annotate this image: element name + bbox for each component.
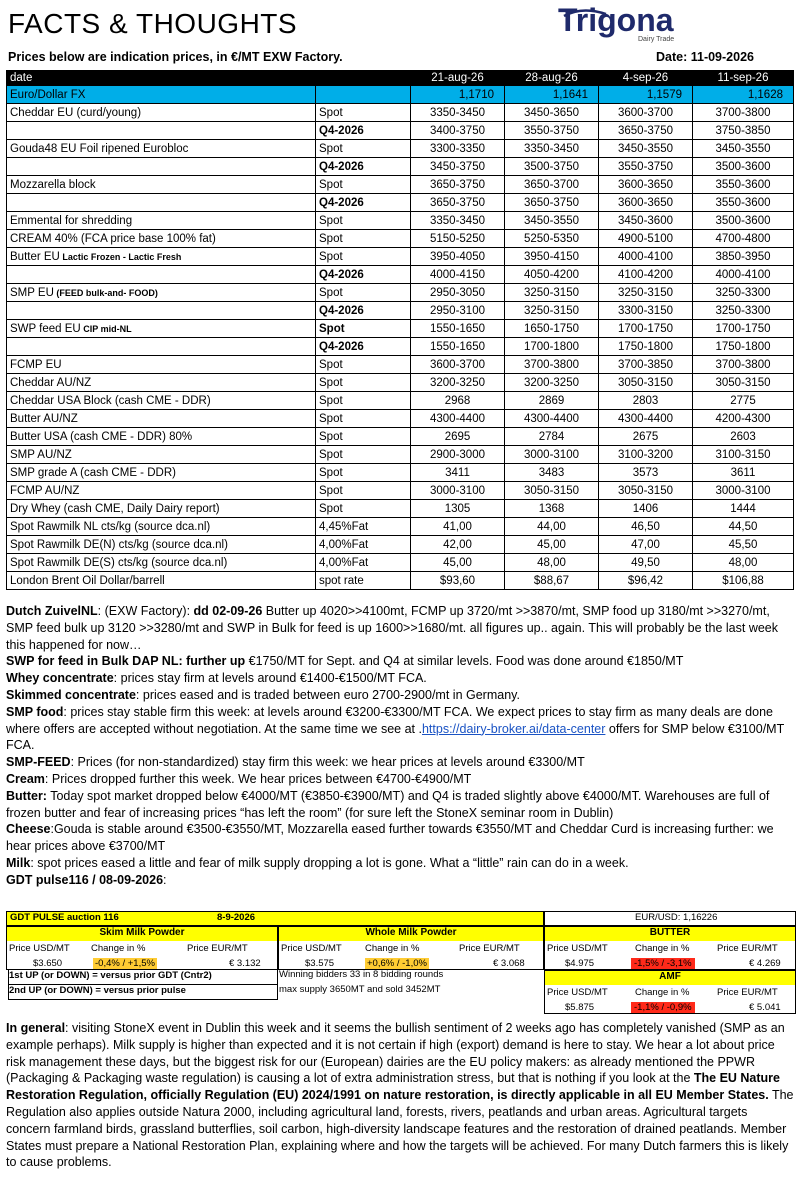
price-cell: 3500-3600 — [693, 158, 794, 176]
price-cell: 1406 — [599, 500, 693, 518]
gdt-col-label: Change in % — [635, 987, 690, 998]
price-cell: 3100-3150 — [693, 446, 794, 464]
para-text: Today spot market dropped below €4000/MT (€3850-€3900/MT) and Q4 is traded slightly above €4000/MT. Warehouses are full of frozen butter and fear of increasing prices “has left the room” (for sure left the StoneX seminar room in Dublin) — [6, 788, 770, 820]
skimmed-paragraph — [6, 687, 794, 704]
gdt-wmp-box — [278, 926, 544, 970]
period-cell: Q4-2026 — [316, 158, 411, 176]
gdt-note-bidders: Winning bidders 33 in 8 bidding rounds — [279, 969, 444, 980]
product-cell: date — [7, 71, 316, 86]
price-cell: 3450-3550 — [505, 212, 599, 230]
price-cell: 3400-3750 — [411, 122, 505, 140]
product-cell: SMP EU (FEED bulk-and- FOOD) — [7, 284, 316, 302]
table-row — [7, 266, 794, 284]
product-cell — [7, 158, 316, 176]
gdt-smp-title: Skim Milk Powder — [7, 927, 277, 941]
product-cell: Butter USA (cash CME - DDR) 80% — [7, 428, 316, 446]
para-text: : visiting StoneX event in Dublin this week and it seems the bullish sentiment of 2 weeks ago has completely vanished (SMP as an example perhaps). Milk supply is higher than expected and it is not certain if high (export) demand is here to stay. We hear a lot about price risk management these days, but the biggest risk for our (European) dairies are the EU policy makers: as already mentioned the PPWR (Packaging & Packaging waste regulation) is causing a lot of extra administration stress, but that is nothing if you look at the — [6, 1021, 785, 1086]
period-cell: 4,00%Fat — [316, 554, 411, 572]
price-cell: 1,1579 — [599, 86, 693, 104]
price-cell: 4900-5100 — [599, 230, 693, 248]
gdt-eurusd-value: EUR/USD: 1,16226 — [635, 912, 718, 923]
gdt-amf-box — [544, 970, 796, 1014]
price-cell: 3000-3100 — [505, 446, 599, 464]
price-cell: 3350-3450 — [411, 104, 505, 122]
para-label: SMP food — [6, 704, 64, 719]
para-text: : (EXW Factory): — [97, 604, 194, 618]
gdt-note-supply: max supply 3650MT and sold 3452MT — [279, 984, 441, 995]
gdt-butter-box — [544, 926, 796, 970]
para-label: Cheese — [6, 822, 51, 837]
price-cell: 1650-1750 — [505, 320, 599, 338]
gdt-col-label: Change in % — [91, 943, 146, 954]
price-cell: 3550-3750 — [505, 122, 599, 140]
para-date: dd 02-09-26 — [193, 604, 263, 618]
price-cell: 1305 — [411, 500, 505, 518]
gdt-col-label: Change in % — [635, 943, 690, 954]
product-cell: Butter EU Lactic Frozen - Lactic Fresh — [7, 248, 316, 266]
price-cell: 3950-4150 — [505, 248, 599, 266]
product-cell: CREAM 40% (FCA price base 100% fat) — [7, 230, 316, 248]
gdt-butter-change: -1,5% / -3,1% — [631, 958, 695, 969]
period-cell: Spot — [316, 464, 411, 482]
para-text: : Prices (for non-standardized) stay firm this week: we hear prices at levels around €3300/MT — [70, 755, 585, 770]
period-cell: Q4-2026 — [316, 266, 411, 284]
product-cell: Mozzarella block — [7, 176, 316, 194]
price-cell: 48,00 — [693, 554, 794, 572]
gdt-smp-box — [6, 926, 278, 970]
para-text: :Gouda is stable around €3500-€3550/MT, Mozzarella eased further towards €3550/MT and Cheddar Curd is increasing further: we hear prices above €3700/MT — [6, 822, 774, 854]
price-cell: 3250-3300 — [693, 284, 794, 302]
gdt-auction-date: 8-9-2026 — [217, 912, 256, 923]
table-row — [7, 284, 794, 302]
gdt-smp-change: -0,4% / +1,5% — [95, 958, 155, 969]
table-row — [7, 410, 794, 428]
product-cell: London Brent Oil Dollar/barrell — [7, 572, 316, 590]
para-text: : prices stay stable firm this week: at levels around €3200-€3300/MT FCA. We expect prices to stay firm as many deals are done where offers are accepted without negotiation. At the same time we see at . — [6, 704, 773, 736]
table-row — [7, 140, 794, 158]
price-cell: 3550-3600 — [693, 176, 794, 194]
price-table — [6, 70, 794, 590]
product-cell: Emmental for shredding — [7, 212, 316, 230]
price-cell: 3483 — [505, 464, 599, 482]
price-cell: 3600-3650 — [599, 176, 693, 194]
product-cell — [7, 338, 316, 356]
price-cell: 49,50 — [599, 554, 693, 572]
product-note: (FEED bulk-and- FOOD) — [53, 287, 158, 298]
trigona-logo — [556, 2, 706, 46]
gdt-col-label: Price EUR/MT — [717, 943, 778, 954]
price-cell: 3250-3300 — [693, 302, 794, 320]
cream-paragraph — [6, 771, 794, 788]
product-cell: SMP AU/NZ — [7, 446, 316, 464]
price-cell: 3550-3750 — [599, 158, 693, 176]
para-emphasis: The EU Nature Restoration Regulation, officially Regulation (EU) 2024/1991 on nature restoration, is directly applicable in all EU Member States. — [6, 1071, 781, 1103]
page-title: FACTS & THOUGHTS — [8, 8, 298, 39]
product-cell: Spot Rawmilk DE(S) cts/kg (source dca.nl) — [7, 554, 316, 572]
period-cell — [316, 86, 411, 104]
price-cell: 3050-3150 — [599, 482, 693, 500]
price-cell: 3050-3150 — [693, 374, 794, 392]
gdt-heading-text: GDT pulse116 / 08-09-2026 — [6, 872, 164, 887]
period-cell: Q4-2026 — [316, 194, 411, 212]
table-row — [7, 158, 794, 176]
price-cell: 3700-3850 — [599, 356, 693, 374]
period-cell: Spot — [316, 140, 411, 158]
price-cell: 4300-4400 — [411, 410, 505, 428]
price-cell: 3600-3650 — [599, 194, 693, 212]
price-cell: 3100-3200 — [599, 446, 693, 464]
gdt-smp-usd: $3.650 — [33, 958, 63, 969]
table-row — [7, 176, 794, 194]
para-label: Dutch ZuivelNL — [6, 604, 98, 618]
period-cell: Spot — [316, 392, 411, 410]
price-cell: 46,50 — [599, 518, 693, 536]
period-cell: 4,45%Fat — [316, 518, 411, 536]
fx-row — [7, 86, 794, 104]
product-cell: Spot Rawmilk NL cts/kg (source dca.nl) — [7, 518, 316, 536]
price-cell: 3050-3150 — [505, 482, 599, 500]
price-cell: 2900-3000 — [411, 446, 505, 464]
price-cell: 3300-3150 — [599, 302, 693, 320]
gdt-pulse-panel — [6, 911, 794, 1017]
page-header — [8, 2, 792, 66]
para-label: Butter: — [6, 788, 47, 803]
table-row — [7, 446, 794, 464]
price-cell: 42,00 — [411, 536, 505, 554]
product-cell: Dry Whey (cash CME, Daily Dairy report) — [7, 500, 316, 518]
price-cell: 11-sep-26 — [693, 71, 794, 86]
market-commentary — [6, 603, 794, 889]
period-cell: Spot — [316, 104, 411, 122]
price-cell: 4100-4200 — [599, 266, 693, 284]
period-cell: Spot — [316, 482, 411, 500]
price-cell: 3350-3450 — [505, 140, 599, 158]
table-row — [7, 230, 794, 248]
price-cell: 4000-4150 — [411, 266, 505, 284]
price-cell: $93,60 — [411, 572, 505, 590]
milk-paragraph — [6, 855, 794, 872]
price-cell: 3500-3600 — [693, 212, 794, 230]
gdt-amf-change: -1,1% / -0,9% — [631, 1002, 695, 1013]
period-cell — [316, 71, 411, 86]
price-cell: 3350-3450 — [411, 212, 505, 230]
price-cell: 44,50 — [693, 518, 794, 536]
table-row — [7, 320, 794, 338]
gdt-auction-label: GDT PULSE auction 116 — [10, 912, 119, 923]
price-cell: 4200-4300 — [693, 410, 794, 428]
price-cell: 4000-4100 — [599, 248, 693, 266]
period-cell: Spot — [316, 356, 411, 374]
price-cell: 5150-5250 — [411, 230, 505, 248]
gdt-auction-bar — [6, 911, 544, 926]
product-cell: Cheddar EU (curd/young) — [7, 104, 316, 122]
price-cell: 2603 — [693, 428, 794, 446]
gdt-amf-usd: $5.875 — [565, 1002, 595, 1013]
price-cell: 1700-1750 — [599, 320, 693, 338]
para-text: Butter up 4020>>4100mt, FCMP up 3720/mt >>3870/mt, SMP food up 3180/mt >>3270/mt, SMP feed bulk up 3120 >>3280/mt and SWP in Bulk for feed is up 1600>>1680/mt. all figures up.. again. This will probably be the last week this happened for now… — [6, 604, 779, 652]
gdt-wmp-change: +0,6% / -1,0% — [367, 958, 427, 969]
gdt-col-label: Price EUR/MT — [459, 943, 520, 954]
table-row — [7, 302, 794, 320]
period-cell: Spot — [316, 176, 411, 194]
price-cell: 2869 — [505, 392, 599, 410]
period-cell: Spot — [316, 410, 411, 428]
table-row — [7, 554, 794, 572]
gdt-col-label: Price USD/MT — [547, 987, 608, 998]
smp-feed-paragraph — [6, 754, 794, 771]
para-text: : — [163, 872, 167, 887]
product-cell: Butter AU/NZ — [7, 410, 316, 428]
price-cell: 4300-4400 — [599, 410, 693, 428]
gdt-note-second: 2nd UP (or DOWN) = versus prior pulse — [8, 984, 278, 1000]
table-header-row — [7, 71, 794, 86]
price-cell: 4050-4200 — [505, 266, 599, 284]
price-cell: 3450-3550 — [599, 140, 693, 158]
gdt-smp-eur: € 3.132 — [229, 958, 261, 969]
product-note: Lactic Frozen - Lactic Fresh — [59, 251, 182, 262]
product-cell — [7, 266, 316, 284]
price-cell: 2950-3100 — [411, 302, 505, 320]
price-cell: 21-aug-26 — [411, 71, 505, 86]
price-cell: 5250-5350 — [505, 230, 599, 248]
table-row — [7, 428, 794, 446]
product-note: CIP mid-NL — [80, 323, 132, 334]
price-cell: $106,88 — [693, 572, 794, 590]
para-label: SMP-FEED — [6, 755, 71, 770]
price-cell: 1700-1800 — [505, 338, 599, 356]
para-text: : prices stay firm at levels around €1400-€1500/MT FCA. — [113, 671, 427, 686]
price-cell: 2784 — [505, 428, 599, 446]
dairy-broker-link[interactable]: https://dairy-broker.ai/data-center — [421, 721, 606, 736]
price-cell: 3650-3700 — [505, 176, 599, 194]
price-cell: 2695 — [411, 428, 505, 446]
price-cell: 3250-3150 — [505, 302, 599, 320]
table-row — [7, 482, 794, 500]
para-text: €1750/MT for Sept. and Q4 at similar levels. Food was done around €1850/MT — [245, 654, 684, 669]
price-cell: 4000-4100 — [693, 266, 794, 284]
table-row — [7, 572, 794, 590]
price-cell: 1550-1650 — [411, 320, 505, 338]
price-cell: 44,00 — [505, 518, 599, 536]
prices-note: Prices below are indication prices, in €/MT EXW Factory. — [8, 50, 343, 64]
gdt-wmp-title: Whole Milk Powder — [279, 927, 543, 941]
price-cell: 3850-3950 — [693, 248, 794, 266]
gdt-note-first: 1st UP (or DOWN) = versus prior GDT (Cntr2) — [8, 969, 278, 985]
price-cell: 3500-3750 — [505, 158, 599, 176]
price-cell: 4700-4800 — [693, 230, 794, 248]
price-cell: 3411 — [411, 464, 505, 482]
gdt-amf-eur: € 5.041 — [749, 1002, 781, 1013]
logo-subtitle: Dairy Trade — [638, 36, 675, 43]
price-cell: 3700-3800 — [693, 104, 794, 122]
period-cell: spot rate — [316, 572, 411, 590]
price-cell: 1,1628 — [693, 86, 794, 104]
price-cell: $88,67 — [505, 572, 599, 590]
price-cell: 48,00 — [505, 554, 599, 572]
price-cell: 3000-3100 — [693, 482, 794, 500]
price-cell: 47,00 — [599, 536, 693, 554]
product-cell — [7, 122, 316, 140]
price-cell: 3600-3700 — [599, 104, 693, 122]
smp-food-paragraph — [6, 704, 794, 754]
gdt-heading — [6, 872, 794, 889]
period-cell: Q4-2026 — [316, 302, 411, 320]
gdt-col-label: Price USD/MT — [9, 943, 70, 954]
table-row — [7, 500, 794, 518]
table-row — [7, 122, 794, 140]
price-cell: 3600-3700 — [411, 356, 505, 374]
period-cell: Spot — [316, 500, 411, 518]
price-cell: 1,1710 — [411, 86, 505, 104]
product-cell: Cheddar USA Block (cash CME - DDR) — [7, 392, 316, 410]
swp-paragraph — [6, 653, 794, 670]
product-cell: FCMP AU/NZ — [7, 482, 316, 500]
price-cell: $96,42 — [599, 572, 693, 590]
price-cell: 2950-3050 — [411, 284, 505, 302]
price-cell: 2968 — [411, 392, 505, 410]
price-cell: 2775 — [693, 392, 794, 410]
price-cell: 1550-1650 — [411, 338, 505, 356]
table-row — [7, 464, 794, 482]
price-cell: 3573 — [599, 464, 693, 482]
price-cell: 3650-3750 — [505, 194, 599, 212]
product-cell: Spot Rawmilk DE(N) cts/kg (source dca.nl) — [7, 536, 316, 554]
period-cell: Spot — [316, 428, 411, 446]
period-cell: 4,00%Fat — [316, 536, 411, 554]
gdt-butter-title: BUTTER — [545, 927, 795, 941]
whey-paragraph — [6, 670, 794, 687]
product-cell — [7, 194, 316, 212]
price-cell: 3950-4050 — [411, 248, 505, 266]
para-text: : spot prices eased a little and fear of milk supply dropping a lot is gone. What a “little” rain can do in a week. — [30, 855, 629, 870]
price-cell: 1444 — [693, 500, 794, 518]
period-cell: Spot — [316, 374, 411, 392]
report-date: Date: 11-09-2026 — [656, 50, 754, 64]
gdt-amf-title: AMF — [545, 971, 795, 985]
table-row — [7, 536, 794, 554]
price-cell: 3650-3750 — [411, 194, 505, 212]
price-cell: 3650-3750 — [599, 122, 693, 140]
gdt-butter-usd: $4.975 — [565, 958, 595, 969]
period-cell: Q4-2026 — [316, 122, 411, 140]
gdt-col-label: Price USD/MT — [281, 943, 342, 954]
product-cell: SMP grade A (cash CME - DDR) — [7, 464, 316, 482]
product-cell — [7, 302, 316, 320]
gdt-wmp-usd: $3.575 — [305, 958, 335, 969]
price-cell: 3250-3150 — [599, 284, 693, 302]
price-cell: 3200-3250 — [411, 374, 505, 392]
price-cell: 1750-1800 — [599, 338, 693, 356]
table-row — [7, 392, 794, 410]
table-row — [7, 104, 794, 122]
para-label: SWP for feed in Bulk DAP NL: further up — [6, 654, 246, 669]
price-cell: 2803 — [599, 392, 693, 410]
period-cell: Spot — [316, 230, 411, 248]
para-text: offers for SMP below €3100/MT FCA. — [6, 721, 784, 753]
price-cell: 1368 — [505, 500, 599, 518]
price-cell: 3250-3150 — [505, 284, 599, 302]
table-row — [7, 194, 794, 212]
price-cell: 3750-3850 — [693, 122, 794, 140]
price-cell: 41,00 — [411, 518, 505, 536]
price-cell: 2675 — [599, 428, 693, 446]
table-row — [7, 518, 794, 536]
price-cell: 3050-3150 — [599, 374, 693, 392]
para-text: : prices eased and is traded between euro 2700-2900/mt in Germany. — [135, 687, 520, 702]
period-cell: Q4-2026 — [316, 338, 411, 356]
gdt-butter-eur: € 4.269 — [749, 958, 781, 969]
price-cell: 1700-1750 — [693, 320, 794, 338]
price-cell: 3450-3650 — [505, 104, 599, 122]
para-label: Milk — [6, 855, 31, 870]
gdt-col-label: Price USD/MT — [547, 943, 608, 954]
price-cell: 45,50 — [693, 536, 794, 554]
price-cell: 3611 — [693, 464, 794, 482]
product-cell: Euro/Dollar FX — [7, 86, 316, 104]
table-row — [7, 248, 794, 266]
logo-wordmark: Trigona — [558, 2, 674, 38]
price-cell: 45,00 — [505, 536, 599, 554]
general-paragraph — [6, 1020, 794, 1171]
zuivelnl-paragraph — [6, 603, 794, 653]
product-cell: SWP feed EU CIP mid-NL — [7, 320, 316, 338]
price-cell: 3450-3600 — [599, 212, 693, 230]
price-cell: 3700-3800 — [693, 356, 794, 374]
price-cell: 3550-3600 — [693, 194, 794, 212]
price-cell: 3450-3750 — [411, 158, 505, 176]
para-text: The Regulation also applies outside Natura 2000, including agricultural land, forests, rivers, peatlands and urban areas. Agricultural targets concern farmland birds, grassland butterflies, soil carbon, high-diversity landscape features and the restoration of drained peatlands. Member States must prepare a National Restoration Plan, explaining where and how the targets will be achieved. For many Dutch farmers this is likely to cause problems. — [6, 1088, 794, 1170]
price-cell: 3650-3750 — [411, 176, 505, 194]
para-label: In general — [6, 1021, 66, 1035]
period-cell: Spot — [316, 284, 411, 302]
butter-paragraph — [6, 788, 794, 822]
price-cell: 1750-1800 — [693, 338, 794, 356]
para-label: Cream — [6, 771, 45, 786]
price-cell: 1,1641 — [505, 86, 599, 104]
period-cell: Spot — [316, 320, 411, 338]
period-cell: Spot — [316, 248, 411, 266]
price-cell: 3200-3250 — [505, 374, 599, 392]
price-cell: 3300-3350 — [411, 140, 505, 158]
product-cell: Cheddar AU/NZ — [7, 374, 316, 392]
product-cell: FCMP EU — [7, 356, 316, 374]
gdt-eurusd — [544, 911, 796, 926]
gdt-col-label: Price EUR/MT — [717, 987, 778, 998]
price-cell: 4-sep-26 — [599, 71, 693, 86]
period-cell: Spot — [316, 212, 411, 230]
price-cell: 3700-3800 — [505, 356, 599, 374]
price-cell: 45,00 — [411, 554, 505, 572]
para-label: Skimmed concentrate — [6, 687, 136, 702]
para-label: Whey concentrate — [6, 671, 114, 686]
table-row — [7, 374, 794, 392]
table-row — [7, 212, 794, 230]
table-row — [7, 356, 794, 374]
table-row — [7, 338, 794, 356]
price-cell: 28-aug-26 — [505, 71, 599, 86]
cheese-paragraph — [6, 821, 794, 855]
para-text: : Prices dropped further this week. We hear prices between €4700-€4900/MT — [44, 771, 472, 786]
price-cell: 3000-3100 — [411, 482, 505, 500]
gdt-col-label: Price EUR/MT — [187, 943, 248, 954]
gdt-wmp-eur: € 3.068 — [493, 958, 525, 969]
price-cell: 3450-3550 — [693, 140, 794, 158]
product-cell: Gouda48 EU Foil ripened Eurobloc — [7, 140, 316, 158]
gdt-col-label: Change in % — [365, 943, 420, 954]
price-cell: 4300-4400 — [505, 410, 599, 428]
period-cell: Spot — [316, 446, 411, 464]
